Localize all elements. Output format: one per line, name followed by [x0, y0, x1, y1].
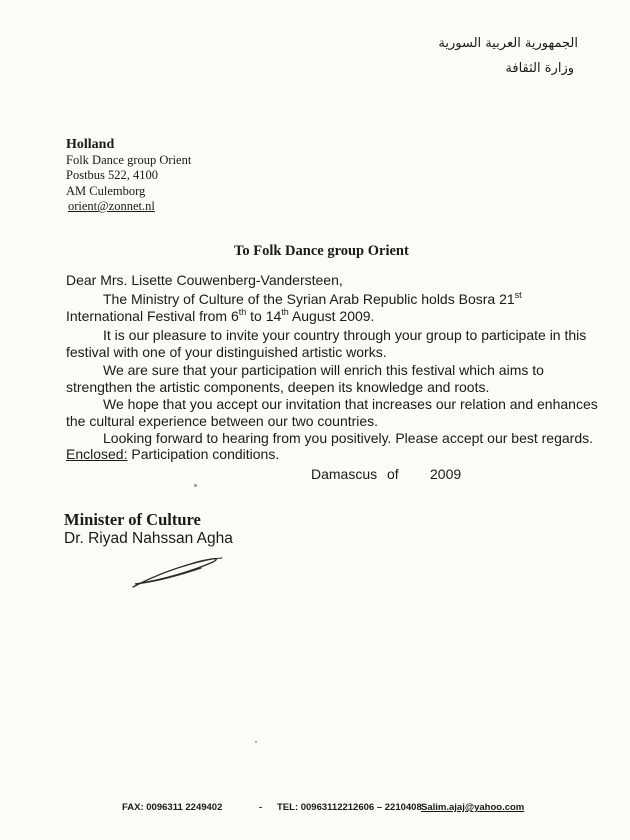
paragraph-4-line-1: We hope that you accept our invitation that increases our relation and enhances: [103, 396, 598, 412]
paragraph-1-line-2: International Festival from 6th to 14th August 2009.: [66, 307, 375, 324]
footer-separator: -: [259, 802, 263, 813]
footer-tel: TEL: 00963112212606 – 2210408: [277, 802, 422, 813]
place-of: of: [387, 466, 399, 482]
recipient-name: Folk Dance group Orient: [66, 152, 192, 167]
paragraph-5: Looking forward to hearing from you positively. Please accept our best regards.: [103, 430, 593, 446]
enclosed-label: Enclosed:: [66, 446, 128, 462]
scan-speck: [194, 484, 197, 487]
letterhead-arabic-line2: وزارة الثقافة: [505, 61, 574, 76]
paragraph-4-line-2: the cultural experience between our two countries.: [66, 413, 379, 429]
recipient-address: [66, 137, 191, 215]
paragraph-3-line-1: We are sure that your participation will enrich this festival which aims to: [103, 362, 544, 378]
recipient-city: AM Culemborg: [66, 183, 146, 198]
enclosed-line: [66, 446, 279, 462]
footer-fax: FAX: 0096311 2249402: [122, 802, 223, 813]
paragraph-3-line-2: strengthen the artistic components, deepen its knowledge and roots.: [66, 379, 490, 395]
scan-speck: [255, 741, 257, 743]
recipient-country: Holland: [66, 137, 115, 152]
footer-email: Salim.ajaj@yahoo.com: [421, 802, 525, 813]
date-year: 2009: [430, 466, 462, 482]
handwritten-signature: [125, 550, 225, 595]
recipient-postbus: Postbus 522, 4100: [66, 168, 159, 182]
place: Damascus: [311, 466, 378, 482]
paragraph-2-line-2: festival with one of your distinguished artistic works.: [66, 344, 387, 360]
signature-name: Dr. Riyad Nahssan Agha: [64, 530, 233, 547]
salutation: Dear Mrs. Lisette Couwenberg-Vandersteen,: [66, 272, 343, 288]
paragraph-1-line-1: The Ministry of Culture of the Syrian Arab Republic holds Bosra 21st: [103, 290, 522, 307]
enclosed-text: Participation conditions.: [127, 446, 280, 462]
paragraph-2-line-1: It is our pleasure to invite your country through your group to participate in this: [103, 327, 587, 343]
signature-title: Minister of Culture: [64, 510, 201, 529]
recipient-email: orient@zonnet.nl: [68, 199, 155, 213]
letter-title: To Folk Dance group Orient: [234, 243, 409, 259]
letterhead-arabic-line1: الجمهورية العربية السورية: [438, 36, 578, 51]
